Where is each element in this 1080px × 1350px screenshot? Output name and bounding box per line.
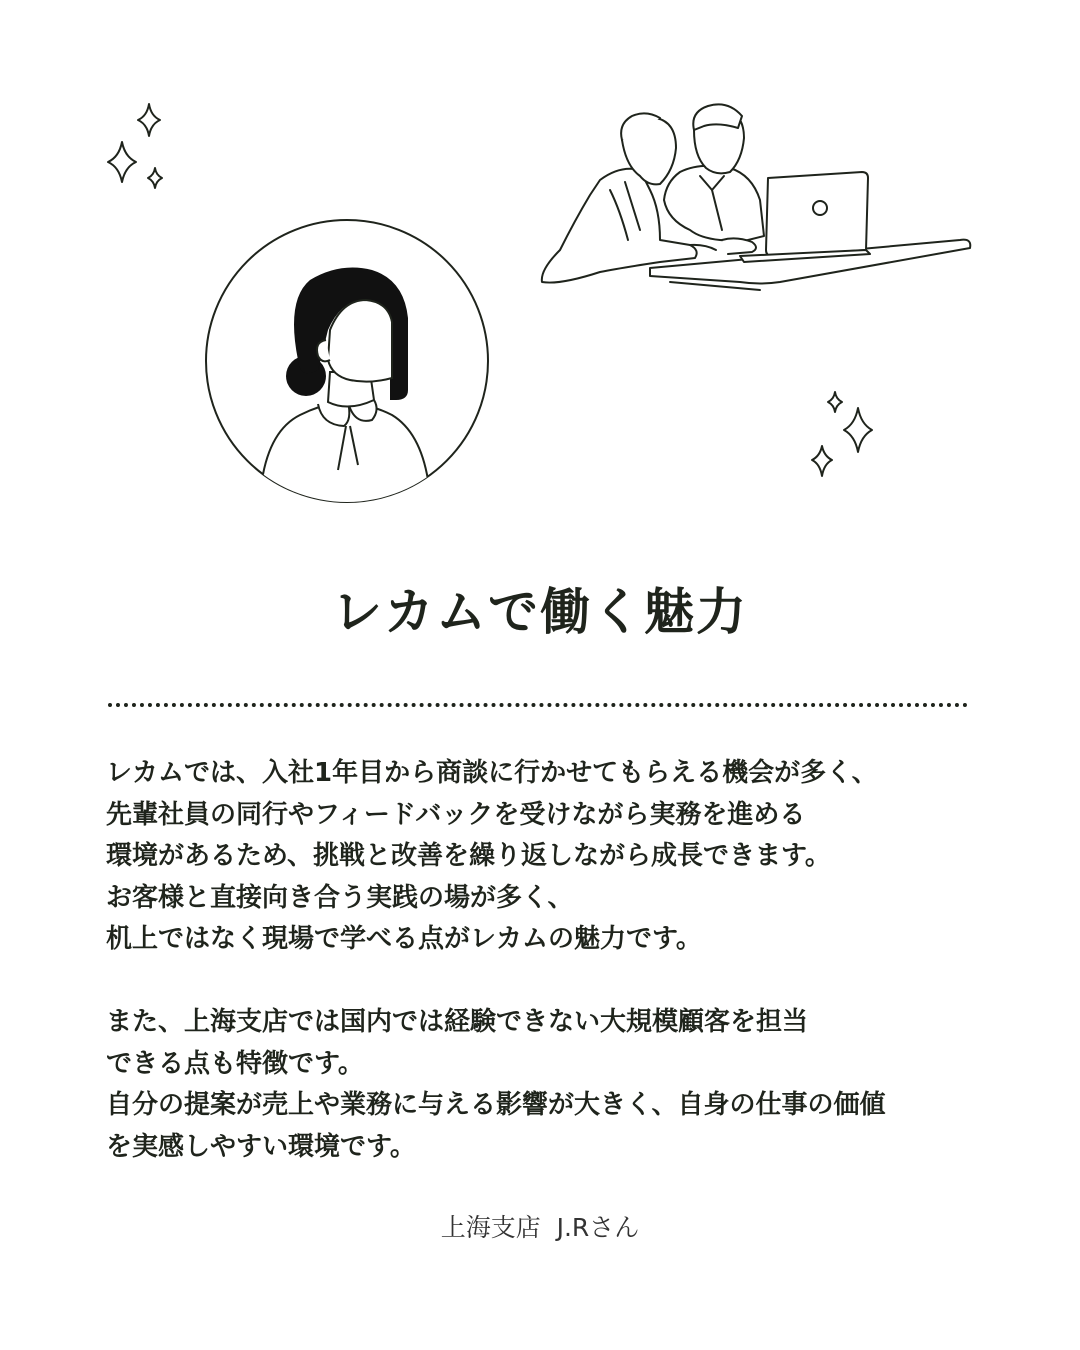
text-line: を実感しやすい環境です。 — [106, 1131, 416, 1162]
author-signature — [0, 1208, 1080, 1244]
text-line: できる点も特徴です。 — [106, 1048, 364, 1079]
text-line: 机上ではなく現場で学べる点がレカムの魅力です。 — [106, 924, 702, 954]
text-line: 自分の提案が売上や業務に与える影響が大きく、自身の仕事の価値 — [106, 1090, 886, 1120]
author-name: J.Rさん — [556, 1213, 640, 1242]
colleagues-laptop-icon — [542, 104, 970, 290]
sparkle-icon — [108, 104, 162, 188]
author-branch: 上海支店 — [440, 1213, 541, 1242]
dotted-divider — [108, 703, 968, 707]
text-line: 先輩社員の同行やフィードバックを受けながら実務を進める — [106, 799, 806, 830]
text-line: お客様と直接向き合う実践の場が多く、 — [106, 882, 574, 913]
body-text — [106, 753, 986, 1168]
text-line: レカムでは、入社1年目から商談に行かせてもらえる機会が多く、 — [106, 758, 878, 788]
paragraph — [106, 1002, 986, 1168]
sparkle-icon — [812, 392, 872, 476]
text-line: また、上海支店では国内では経験できない大規模顧客を担当 — [106, 1007, 809, 1037]
page-title: レカムで働く魅力 — [332, 583, 748, 641]
paragraph — [106, 753, 986, 961]
header-illustration — [0, 0, 1080, 520]
text-line: 環境があるため、挑戦と改善を繰り返しながら成長できます。 — [106, 841, 831, 871]
woman-portrait-icon — [206, 220, 488, 520]
